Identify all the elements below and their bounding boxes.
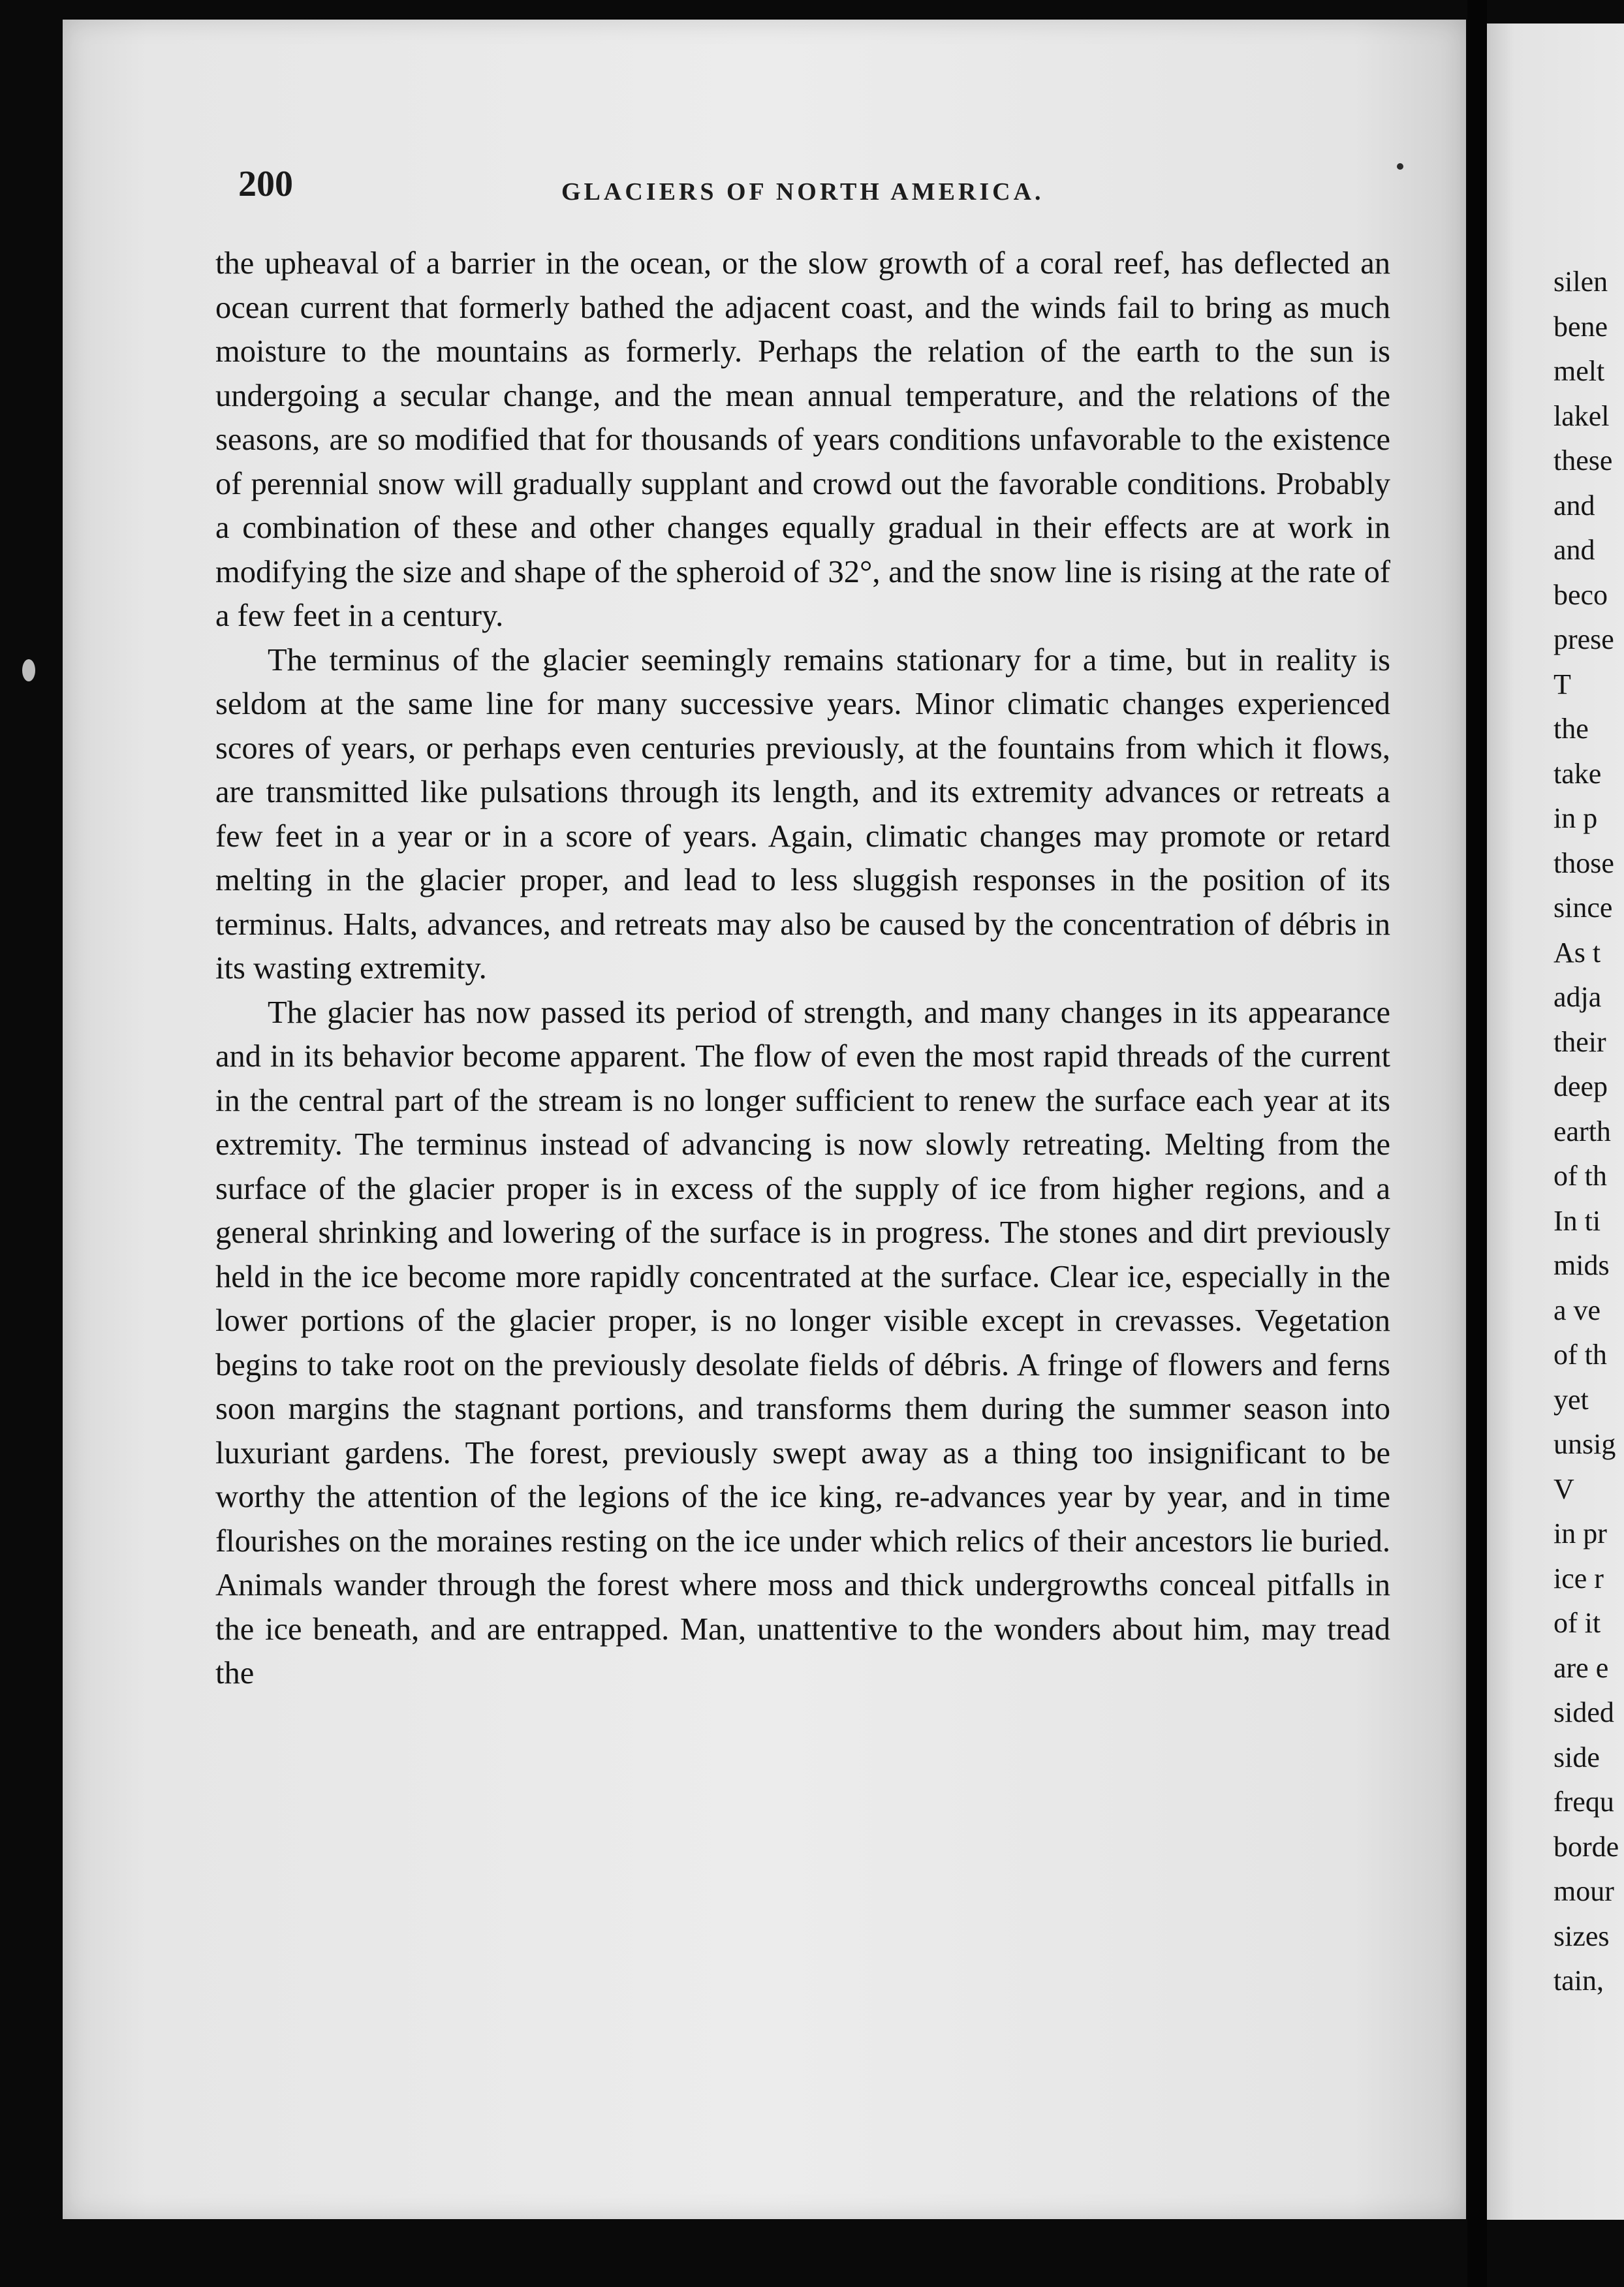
facing-line: in pr bbox=[1554, 1517, 1607, 1549]
facing-line: mour bbox=[1554, 1875, 1614, 1907]
facing-line: yet bbox=[1554, 1383, 1589, 1416]
facing-line: a ve bbox=[1554, 1294, 1601, 1326]
facing-line: earth bbox=[1554, 1115, 1611, 1147]
facing-line: of th bbox=[1554, 1160, 1607, 1192]
facing-line: in p bbox=[1554, 802, 1598, 834]
page-number: 200 bbox=[238, 164, 293, 204]
facing-line: their bbox=[1554, 1025, 1606, 1058]
facing-line: sizes bbox=[1554, 1920, 1610, 1952]
facing-line: silen bbox=[1554, 266, 1608, 298]
body-text bbox=[215, 241, 1390, 1696]
facing-line: adja bbox=[1554, 981, 1602, 1013]
facing-line: are e bbox=[1554, 1651, 1609, 1684]
facing-line: melt bbox=[1554, 355, 1605, 387]
facing-line: of it bbox=[1554, 1607, 1601, 1639]
facing-line: take bbox=[1554, 757, 1602, 790]
facing-line: sided bbox=[1554, 1696, 1614, 1728]
facing-line: of th bbox=[1554, 1339, 1607, 1371]
facing-line: deep bbox=[1554, 1070, 1608, 1102]
facing-line: beco bbox=[1554, 578, 1608, 611]
facing-line: the bbox=[1554, 713, 1589, 745]
facing-line: In ti bbox=[1554, 1204, 1601, 1237]
running-head bbox=[0, 163, 1624, 215]
facing-line: side bbox=[1554, 1741, 1600, 1773]
book-gutter bbox=[1467, 0, 1487, 2287]
facing-line: bene bbox=[1554, 310, 1608, 343]
facing-line: lakel bbox=[1554, 399, 1610, 432]
running-title: GLACIERS OF NORTH AMERICA. bbox=[561, 178, 1044, 206]
facing-page-column bbox=[1554, 260, 1624, 2004]
facing-line: borde bbox=[1554, 1830, 1619, 1863]
facing-line: ice r bbox=[1554, 1562, 1604, 1595]
scan-speck bbox=[22, 659, 35, 681]
paragraph-3: The glacier has now passed its period of strength, and many changes in its appearance and in its behavior become apparent. The flow of even the most rapid threads of the current in the central part of the stream is no longer sufficient to renew the surface each year at its extremity. The terminus instead of advancing is now slowly retreating. Melting from the surface of the glacier proper is in excess of the supply of ice from higher regions, and a general shrinking and lowering of the surface is in progress. The stones and dirt previously held in the ice become more rapidly concentrated at the surface. Clear ice, especially in the lower portions of the glacier proper, is no longer visible except in crevasses. Vegetation begins to take root on the previously desolate fields of débris. A fringe of flowers and ferns soon margins the stagnant portions, and transforms them during the summer season into luxuriant gardens. The forest, previously swept away as a thing too insignificant to be worthy the attention of the legions of the ice king, re-advances year by year, and in time flourishes on the moraines resting on the ice under which relics of their ancestors lie buried. Animals wander through the forest where moss and thick undergrowths conceal pitfalls in the ice beneath, and are entrapped. Man, unattentive to the wonders about him, may tread the bbox=[215, 995, 1390, 1690]
facing-line: prese bbox=[1554, 623, 1614, 655]
facing-line: T bbox=[1554, 668, 1571, 700]
facing-line: those bbox=[1554, 847, 1614, 879]
paragraph-2: The terminus of the glacier seemingly remains stationary for a time, but in reality is seldom at the same line for many successive years. Minor climatic changes experienced scores of years, or perhaps even centuries previously, at the fountains from which it flows, are transmitted like pulsations through its length, and its extremity advances or retreats a few feet in a year or in a score of years. Again, climatic changes may promote or retard melting in the glacier proper, and lead to less sluggish responses in the position of its terminus. Halts, advances, and retreats may also be caused by the concentration of débris in its wasting extremity. bbox=[215, 642, 1390, 986]
facing-line: since bbox=[1554, 892, 1613, 924]
facing-line: and bbox=[1554, 534, 1595, 566]
paragraph-1: the upheaval of a barrier in the ocean, or the slow growth of a coral reef, has deflected an ocean current that formerly bathed the adjacent coast, and the winds fail to bring as much moisture to the mountains as formerly. Perhaps the relation of the earth to the sun is undergoing a secular change, and the mean annual temperature, and the relations of the seasons, are so modified that for thousands of years conditions unfavorable to the existence of perennial snow will gradually supplant and crowd out the favorable conditions. Probably a combination of these and other changes equally gradual in their effects are at work in modifying the size and shape of the spheroid of 32°, and the snow line is rising at the rate of a few feet in a century. bbox=[215, 246, 1390, 633]
facing-line: unsig bbox=[1554, 1428, 1616, 1460]
facing-line: tain, bbox=[1554, 1965, 1604, 1997]
facing-line: and bbox=[1554, 489, 1595, 521]
facing-line: frequ bbox=[1554, 1786, 1614, 1818]
facing-line: mids bbox=[1554, 1249, 1610, 1281]
facing-line: As t bbox=[1554, 936, 1601, 969]
facing-line: V bbox=[1554, 1472, 1574, 1505]
facing-line: these bbox=[1554, 444, 1613, 476]
